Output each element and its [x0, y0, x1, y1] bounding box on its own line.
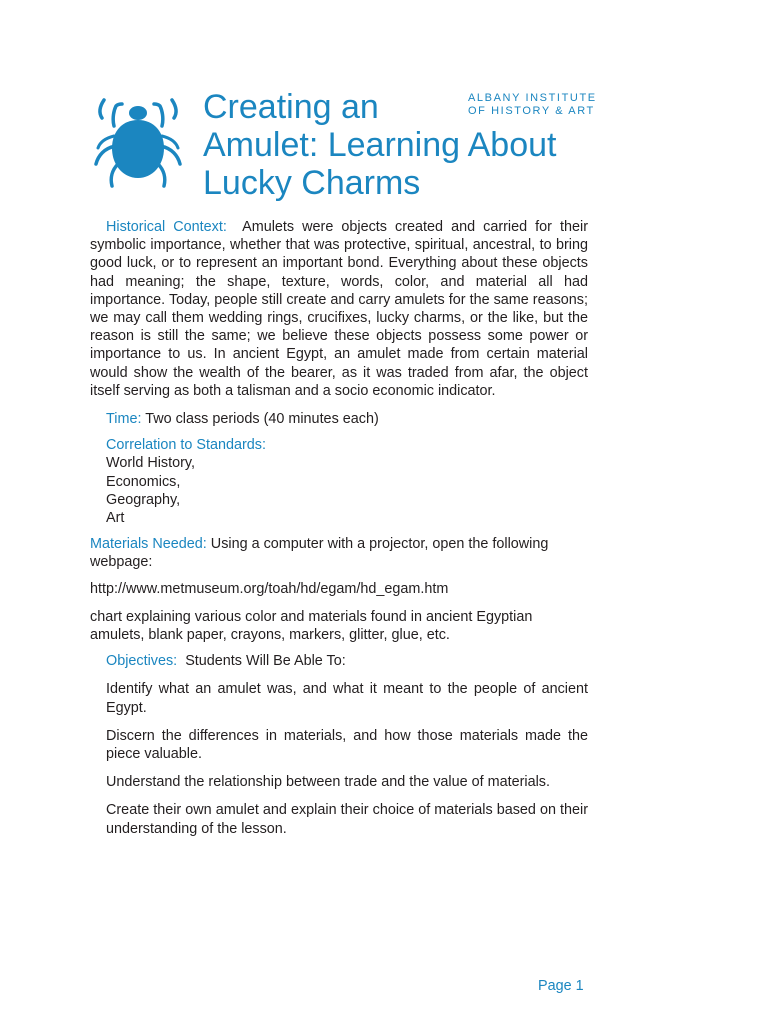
objectives-label: Objectives: [106, 653, 178, 670]
standards-item: Art [106, 510, 125, 527]
materials-extra: chart explaining various color and materials found in ancient Egyptian amulets, blank paper, crayons, markers, glitter, glue, etc. [90, 608, 533, 644]
institute-logo [468, 92, 597, 118]
title-line: Lucky Charms [203, 164, 421, 202]
materials-section [90, 535, 588, 571]
standards-item: World History, [106, 455, 196, 472]
title-line: Amulet: Learning About [203, 126, 557, 164]
standards-heading [90, 436, 588, 454]
standards-item: Economics, [106, 473, 181, 490]
objective-item: Understand the relationship between trade and the value of materials. [106, 774, 550, 791]
objective-item: Identify what an amulet was, and what it meant to the people of ancient Egypt. [106, 681, 588, 716]
standards-list [90, 454, 588, 527]
materials-label: Materials Needed: [90, 536, 207, 553]
scarab-icon [88, 90, 188, 190]
document-body [90, 218, 588, 838]
context-text: Amulets were objects created and carried for their symbolic importance, whether that was protective, spiritual, ancestral, to bring good luck, or to represent an important bond. Everything about these objects had meaning; the shape, texture, words, color, and material all had importance. Today, people still create and carry amulets for the same reasons; we may call them wedding rings, crucifixes, lucky charms, or the like, but the reason is still the same; we believe these objects possess some power or importance to us. In ancient Egypt, an amulet made from certain material would show the wealth of the bearer, as it was traded from afar, the object itself serving as both a talisman and a socio economic indicator. [90, 219, 589, 399]
materials-text: Using a computer with a projector, open the following webpage: [90, 536, 549, 571]
objectives-intro: Students Will Be Able To: [185, 653, 346, 670]
page-number: Page 1 [538, 978, 584, 994]
objectives-heading [90, 652, 588, 670]
time-text: Two class periods (40 minutes each) [145, 411, 379, 428]
standards-item: Geography, [106, 491, 181, 508]
historical-context [90, 218, 588, 400]
time-section [90, 410, 588, 428]
standards-label: Correlation to Standards: [106, 437, 266, 454]
objective-item: Create their own amulet and explain their choice of materials based on their understanding of the lesson. [106, 802, 588, 837]
materials-url[interactable]: http://www.metmuseum.org/toah/hd/egam/hd_egam.htm [90, 580, 449, 597]
context-label: Historical Context: [106, 219, 227, 235]
institute-line: OF HISTORY & ART [468, 105, 595, 117]
objective-item: Discern the differences in materials, and how those materials made the piece valuable. [106, 727, 588, 763]
institute-line: ALBANY INSTITUTE [468, 92, 597, 104]
time-label: Time: [106, 411, 142, 428]
title-line: Creating an [203, 88, 379, 126]
